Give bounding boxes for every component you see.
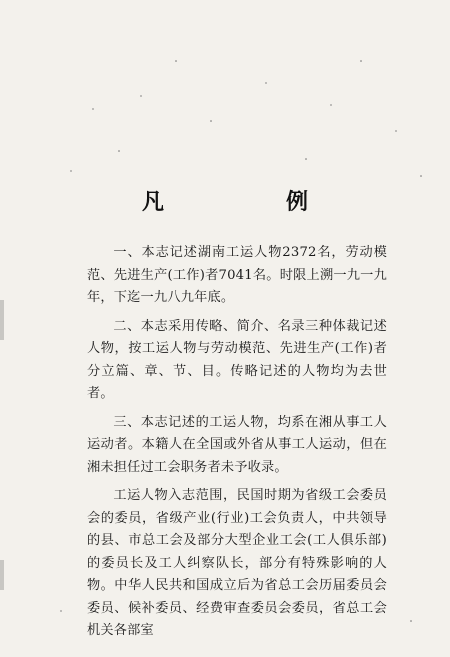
scan-speck [210,120,212,122]
scan-speck [410,620,412,622]
paragraph-3: 三、本志记述的工运人物，均系在湘从事工人运动者。本籍人在全国或外省从事工人运动，但在湘未担任过工会职务者未予收录。 [87,414,387,475]
scan-speck [305,158,307,160]
scan-speck [330,104,332,106]
scan-speck [395,130,397,132]
scan-speck [265,82,267,84]
paragraph-1: 一、本志记述湖南工运人物2372名，劳动模范、先进生产(工作)者7041名。时限上溯一九一九年，下迄一九八九年底。 [87,245,387,305]
scan-speck [420,175,422,177]
scan-edge-mark [0,560,4,590]
scan-speck [175,60,177,62]
scan-edge-mark [0,300,4,340]
scan-speck [70,170,72,172]
paragraph-2: 二、本志采用传略、简介、名录三种体裁记述人物，按工运人物与劳动模范、先进生产(工作)者分立篇、章、节、目。传略记述的人物均为去世者。 [87,318,387,401]
body-text [87,242,387,643]
scan-speck [92,108,94,110]
paragraph-4: 工运人物入志范围，民国时期为省级工会委员会的委员，省级产业(行业)工会负责人，中共领导的县、市总工会及部分大型企业工会(工人俱乐部)的委员长及工人纠察队长，部分有特殊影响的人物。中华人民共和国成立后为省总工会历届委员会委员、候补委员、经费审查委员会委员，省总工会机关各部室 [87,488,387,638]
scan-speck [60,610,62,612]
scan-speck [360,60,362,62]
page-title: 凡 例 [141,189,358,215]
scan-speck [118,150,120,152]
scan-speck [140,95,142,97]
